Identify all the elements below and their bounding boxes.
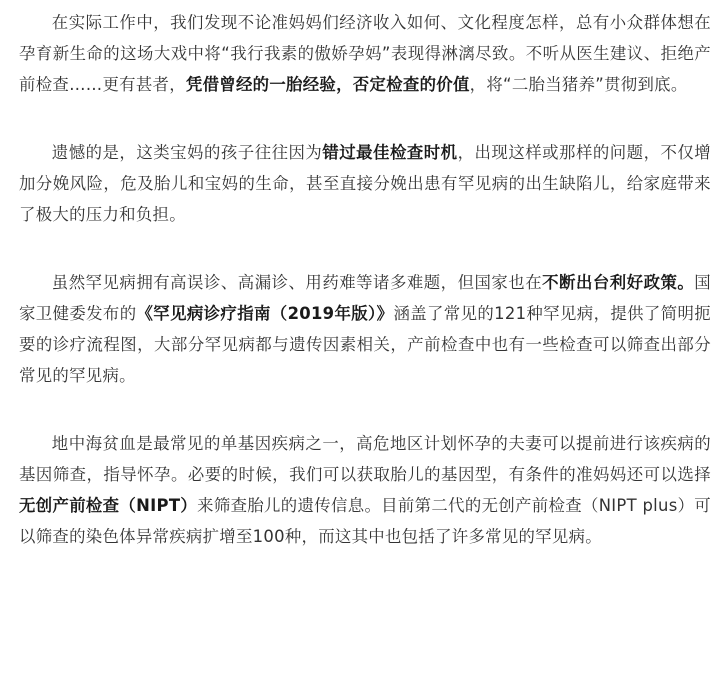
paragraph-2-text-end: ，出现这样或那样的问题，不仅增加分娩风险，危及胎儿和宝妈的生命，甚至直接分娩出患有罕见病的出生缺陷儿，给家庭带来了极大的压力和负担。 — [19, 143, 711, 224]
paragraph-3-text: 虽然罕见病拥有高误诊、高漏诊、用药难等诸多难题，但国家也在 — [51, 273, 543, 292]
paragraph-4 — [19, 428, 711, 552]
paragraph-3-text-mid: 国家卫健委发布的 — [19, 273, 711, 323]
paragraph-4-emphasis: 无创产前检查（NIPT） — [19, 496, 198, 515]
paragraph-4-text-end: 来筛查胎儿的遗传信息。目前第二代的无创产前检查（NIPT plus）可以筛查的染色体异常疾病扩增至100种，而这其中也包括了许多常见的罕见病。 — [19, 496, 712, 546]
paragraph-3-emphasis-policy: 不断出台利好政策。 — [542, 273, 695, 292]
paragraph-3 — [19, 267, 711, 391]
paragraph-2-emphasis: 错过最佳检查时机 — [322, 143, 458, 162]
paragraph-2-text: 遗憾的是，这类宝妈的孩子往往因为 — [51, 143, 323, 162]
paragraph-3-text-end: 涵盖了常见的121种罕见病，提供了简明扼要的诊疗流程图，大部分罕见病都与遗传因素相关，产前检查中也有一些检查可以筛查出部分常见的罕见病。 — [19, 304, 711, 385]
paragraph-1 — [19, 7, 711, 100]
paragraph-2 — [19, 137, 711, 230]
paragraph-1-text: 在实际工作中，我们发现不论准妈妈们经济收入如何、文化程度怎样，总有小众群体想在孕育新生命的这场大戏中将“我行我素的傲娇孕妈”表现得淋漓尽致。不听从医生建议、拒绝产前检查……更有甚者， — [19, 13, 711, 94]
paragraph-4-text: 地中海贫血是最常见的单基因疾病之一，高危地区计划怀孕的夫妻可以提前进行该疾病的基因筛查，指导怀孕。必要的时候，我们可以获取胎儿的基因型，有条件的准妈妈还可以选择 — [19, 434, 711, 484]
paragraph-3-emphasis-guide: 《罕见病诊疗指南（2019年版）》 — [136, 304, 394, 323]
paragraph-1-emphasis: 凭借曾经的一胎经验，否定检查的价值 — [185, 75, 470, 94]
paragraph-1-text-end: ，将“二胎当猪养”贯彻到底。 — [469, 75, 688, 94]
